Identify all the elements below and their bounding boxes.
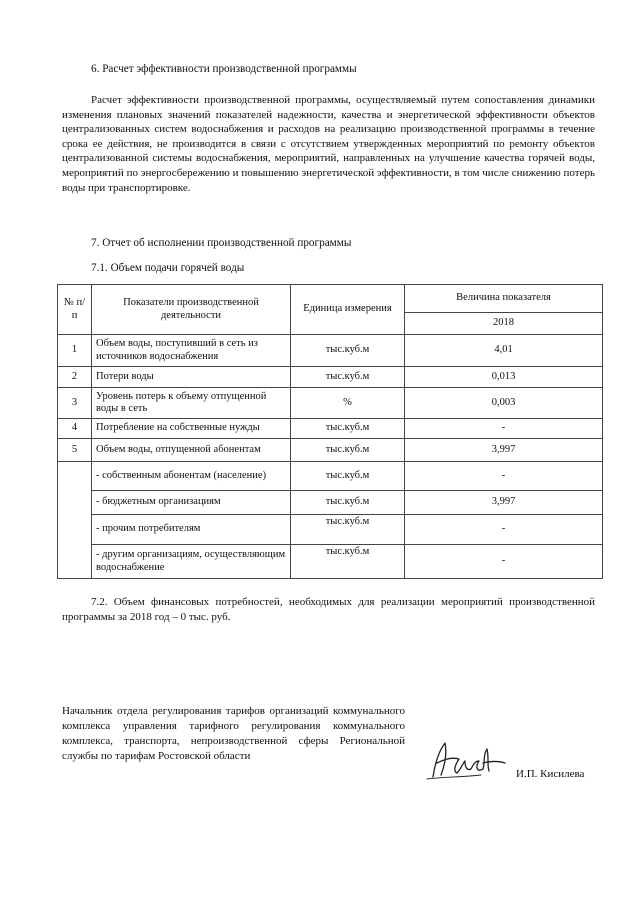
row-num: 4	[58, 419, 92, 439]
section-6-text: Расчет эффективности производственной программы, осуществляемый путем сопоставления динамики изменения плановых значений показателей надежности, качества и энергетической эффективности объектов централизованных систем водоснабжения и расходов на реализацию производственной программы в течение срока ее действия, не производится в связи с отсутствием утвержденных мероприятий по ремонту объектов централизованной системы водоснабжения, мероприятий, направленных на улучшение качества горячей воды, мероприятий по энергосбережению и повышению энергетической эффективности, в том числе снижению потерь воды при транспортировке.	[62, 94, 595, 194]
row-num: 1	[58, 335, 92, 367]
subrow-value: 3,997	[405, 491, 603, 515]
subrow-value: -	[405, 462, 603, 491]
subrow-value: -	[405, 515, 603, 545]
table-row	[58, 419, 603, 439]
table-subrow	[58, 462, 603, 491]
section-6-title: 6. Расчет эффективности производственной программы	[91, 63, 357, 75]
subrow-indicator: - собственным абонентам (население)	[92, 462, 291, 491]
table-row	[58, 367, 603, 388]
section-7-1-title: 7.1. Объем подачи горячей воды	[91, 262, 245, 274]
row-num: 2	[58, 367, 92, 388]
section-7-title: 7. Отчет об исполнении производственной программы	[91, 237, 352, 249]
signatory-position: Начальник отдела регулирования тарифов организаций коммунального комплекса управления тарифного регулирования коммунального комплекса, транспорта, непроизводственной сферы Региональной службы по тарифам Ростовской области	[62, 705, 405, 762]
table-subrow	[58, 545, 603, 579]
row-indicator: Объем воды, поступивший в сеть из источников водоснабжения	[92, 335, 291, 367]
row-value: 3,997	[405, 439, 603, 462]
row-value: 0,003	[405, 388, 603, 419]
row-num: 5	[58, 439, 92, 462]
handwritten-signature	[423, 733, 508, 783]
row-unit: тыс.куб.м	[291, 439, 405, 462]
header-num: № п/п	[58, 285, 92, 335]
row-value: 4,01	[405, 335, 603, 367]
header-unit: Единица измерения	[291, 285, 405, 335]
table-row	[58, 439, 603, 462]
header-value: Величина показателя	[405, 285, 603, 313]
subrow-value: -	[405, 545, 603, 579]
table-row	[58, 388, 603, 419]
row-num-empty	[58, 462, 92, 579]
row-value: -	[405, 419, 603, 439]
subrow-indicator: - бюджетным организациям	[92, 491, 291, 515]
table-subrow	[58, 515, 603, 545]
signatory-name: И.П. Кисилева	[516, 768, 585, 780]
row-indicator: Потребление на собственные нужды	[92, 419, 291, 439]
table-row	[58, 335, 603, 367]
row-indicator: Объем воды, отпущенной абонентам	[92, 439, 291, 462]
row-indicator: Потери воды	[92, 367, 291, 388]
water-supply-table	[57, 284, 603, 579]
row-value: 0,013	[405, 367, 603, 388]
header-indicator: Показатели производственной деятельности	[92, 285, 291, 335]
subrow-unit: тыс.куб.м	[291, 491, 405, 515]
subrow-unit: тыс.куб.м	[291, 545, 405, 579]
subrow-indicator: - другим организациям, осуществляющим водоснабжение	[92, 545, 291, 579]
row-indicator: Уровень потерь к объему отпущенной воды в сеть	[92, 388, 291, 419]
row-num: 3	[58, 388, 92, 419]
row-unit: тыс.куб.м	[291, 419, 405, 439]
row-unit: %	[291, 388, 405, 419]
subrow-unit: тыс.куб.м	[291, 462, 405, 491]
subrow-unit: тыс.куб.м	[291, 515, 405, 545]
row-unit: тыс.куб.м	[291, 367, 405, 388]
table-subrow	[58, 491, 603, 515]
subrow-indicator: - прочим потребителям	[92, 515, 291, 545]
header-year: 2018	[405, 313, 603, 335]
row-unit: тыс.куб.м	[291, 335, 405, 367]
section-7-2-text: 7.2. Объем финансовых потребностей, необходимых для реализации мероприятий производственной программы за 2018 год – 0 тыс. руб.	[62, 596, 595, 623]
